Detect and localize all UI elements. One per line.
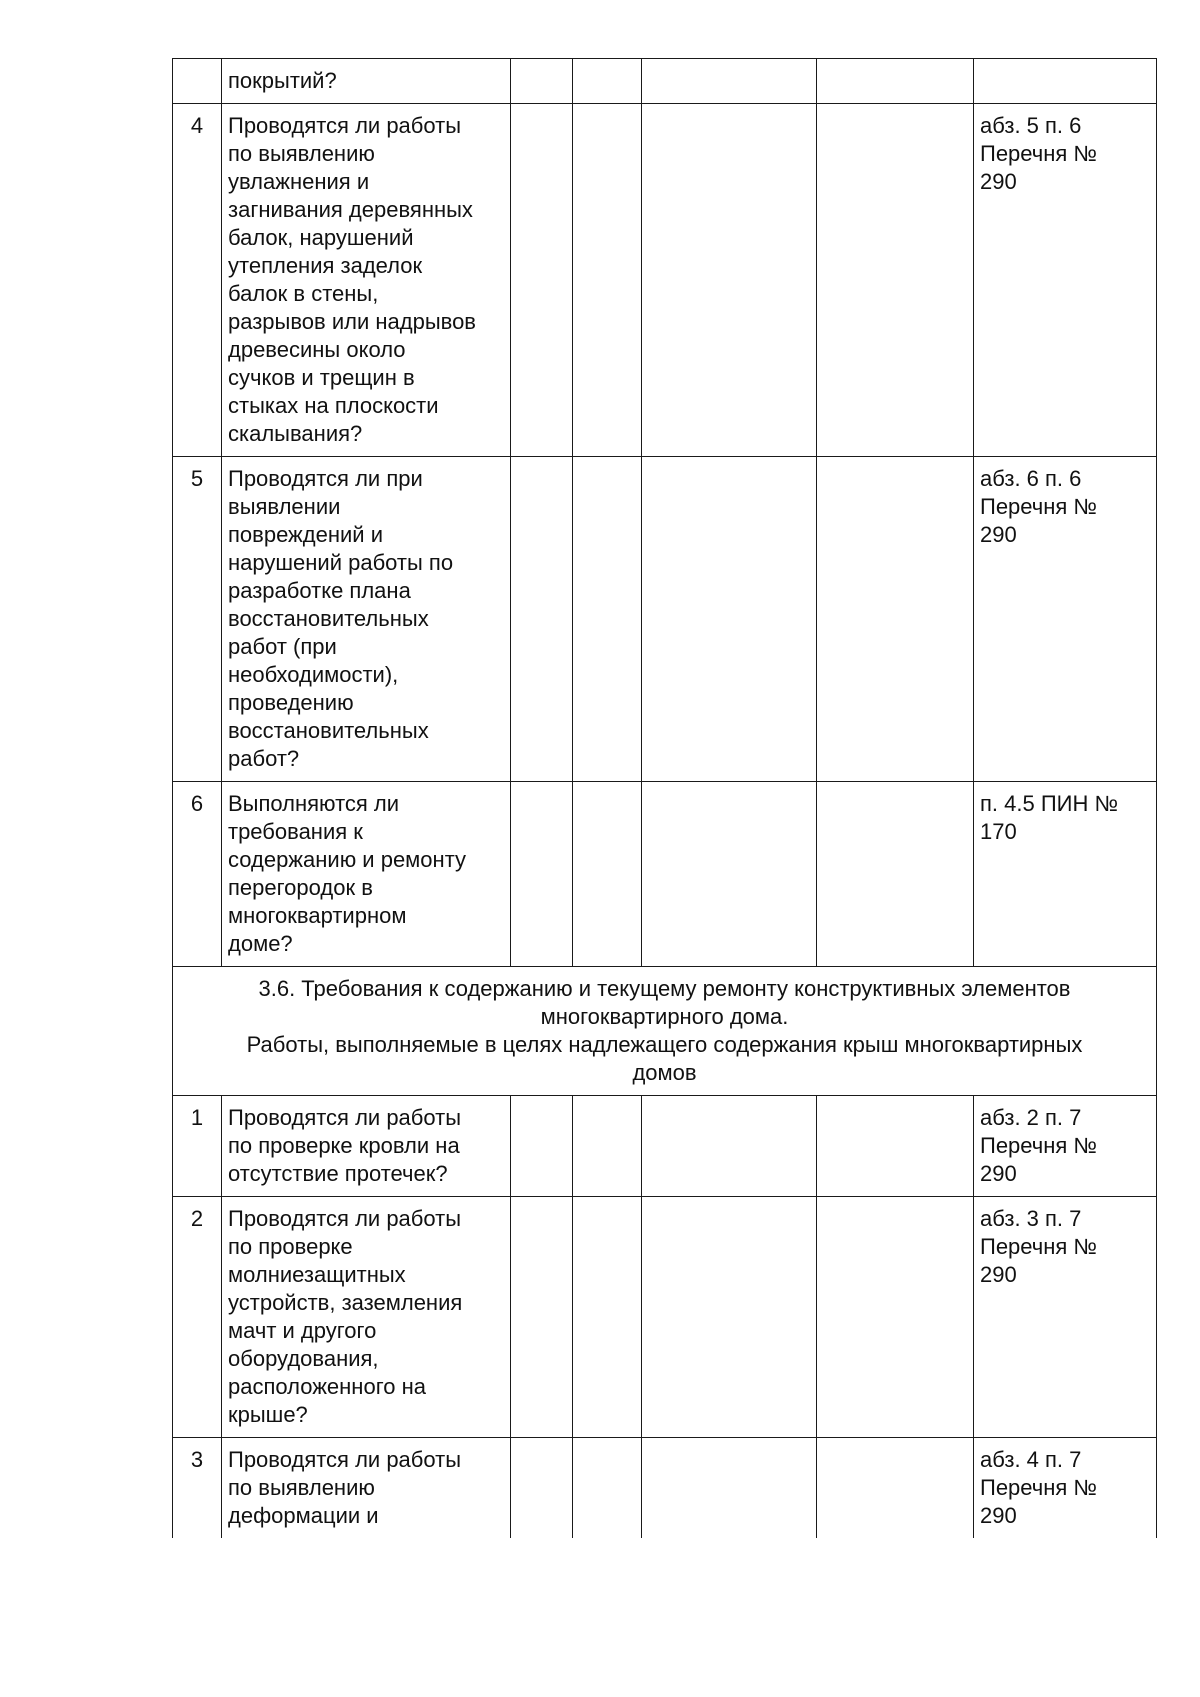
row-number: 5 (173, 457, 222, 782)
answer-yes-cell (511, 782, 573, 967)
question-line: разрывов или надрывов (228, 309, 476, 334)
question-line: необходимости), (228, 662, 399, 687)
table-row (173, 782, 1157, 967)
question-cell (222, 104, 511, 457)
question-cell (222, 1096, 511, 1197)
reference-cell (974, 457, 1157, 782)
reference-cell (974, 1197, 1157, 1438)
section-header (173, 967, 1157, 1096)
not-applicable-cell (642, 1197, 817, 1438)
note-cell (817, 1438, 974, 1539)
question-line: выявлении (228, 494, 341, 519)
reference-line: Перечня № (980, 494, 1098, 519)
answer-yes-cell (511, 1438, 573, 1539)
question-line: деформации и (228, 1503, 379, 1528)
answer-yes-cell (511, 1096, 573, 1197)
question-line: балок, нарушений (228, 225, 414, 250)
row-number: 3 (173, 1438, 222, 1539)
reference-line: абз. 6 п. 6 (980, 466, 1082, 491)
reference-cell (974, 782, 1157, 967)
question-line: утепления заделок (228, 253, 423, 278)
question-line: восстановительных (228, 718, 429, 743)
question-line: молниезащитных (228, 1262, 406, 1287)
reference-line: Перечня № (980, 141, 1098, 166)
question-line: сучков и трещин в (228, 365, 415, 390)
question-line: по проверке (228, 1234, 353, 1259)
section-subtitle-line: домов (632, 1060, 697, 1085)
note-cell (817, 782, 974, 967)
table-row (173, 1197, 1157, 1438)
question-line: мачт и другого (228, 1318, 377, 1343)
question-line: по выявлению (228, 1475, 375, 1500)
question-line: расположенного на (228, 1374, 426, 1399)
reference-line: абз. 5 п. 6 (980, 113, 1082, 138)
answer-no-cell (573, 59, 642, 104)
not-applicable-cell (642, 782, 817, 967)
question-line: Проводятся ли работы (228, 1105, 462, 1130)
not-applicable-cell (642, 1096, 817, 1197)
row-number: 4 (173, 104, 222, 457)
table-row (173, 104, 1157, 457)
question-line: скалывания? (228, 421, 363, 446)
table-row (173, 1438, 1157, 1539)
row-number: 2 (173, 1197, 222, 1438)
question-line: Проводятся ли работы (228, 1447, 462, 1472)
reference-cell (974, 59, 1157, 104)
section-title-line: 3.6. Требования к содержанию и текущему ремонту конструктивных элементов (258, 976, 1071, 1001)
question-line: нарушений работы по (228, 550, 454, 575)
reference-line: Перечня № (980, 1234, 1098, 1259)
reference-line: 170 (980, 819, 1017, 844)
question-line: по выявлению (228, 141, 375, 166)
reference-line: абз. 4 п. 7 (980, 1447, 1082, 1472)
table-row (173, 457, 1157, 782)
answer-no-cell (573, 782, 642, 967)
question-line: увлажнения и (228, 169, 370, 194)
note-cell (817, 1197, 974, 1438)
answer-yes-cell (511, 1197, 573, 1438)
question-line: древесины около (228, 337, 406, 362)
question-cell (222, 457, 511, 782)
note-cell (817, 104, 974, 457)
question-line: Проводятся ли работы (228, 1206, 462, 1231)
answer-no-cell (573, 457, 642, 782)
answer-yes-cell (511, 59, 573, 104)
question-cell (222, 1197, 511, 1438)
answer-no-cell (573, 1096, 642, 1197)
reference-cell (974, 1438, 1157, 1539)
question-line: Выполняются ли (228, 791, 400, 816)
row-number (173, 59, 222, 104)
reference-line: абз. 3 п. 7 (980, 1206, 1082, 1231)
question-cell (222, 1438, 511, 1539)
question-line: содержанию и ремонту (228, 847, 467, 872)
question-line: загнивания деревянных (228, 197, 473, 222)
question-line: отсутствие протечек? (228, 1161, 448, 1186)
question-line: по проверке кровли на (228, 1133, 460, 1158)
not-applicable-cell (642, 1438, 817, 1539)
reference-line: абз. 2 п. 7 (980, 1105, 1082, 1130)
reference-line: 290 (980, 1503, 1017, 1528)
table-row (173, 59, 1157, 104)
question-cell (222, 782, 511, 967)
question-line: Проводятся ли работы (228, 113, 462, 138)
section-subtitle-line: Работы, выполняемые в целях надлежащего содержания крыш многоквартирных (246, 1032, 1083, 1057)
note-cell (817, 59, 974, 104)
question-line: повреждений и (228, 522, 383, 547)
reference-line: Перечня № (980, 1133, 1098, 1158)
answer-yes-cell (511, 457, 573, 782)
reference-line: 290 (980, 522, 1017, 547)
not-applicable-cell (642, 457, 817, 782)
question-line: проведению (228, 690, 354, 715)
note-cell (817, 457, 974, 782)
question-line: работ (при (228, 634, 337, 659)
question-line: оборудования, (228, 1346, 379, 1371)
reference-cell (974, 104, 1157, 457)
checklist-table (172, 58, 1157, 1538)
question-line: крыше? (228, 1402, 308, 1427)
question-line: восстановительных (228, 606, 429, 631)
question-line: многоквартирном (228, 903, 407, 928)
reference-line: Перечня № (980, 1475, 1098, 1500)
answer-no-cell (573, 1197, 642, 1438)
section-header-row (173, 967, 1157, 1096)
reference-line: 290 (980, 1262, 1017, 1287)
not-applicable-cell (642, 59, 817, 104)
row-number: 6 (173, 782, 222, 967)
note-cell (817, 1096, 974, 1197)
question-line: требования к (228, 819, 363, 844)
reference-line: 290 (980, 1161, 1017, 1186)
question-line: стыках на плоскости (228, 393, 439, 418)
question-cell (222, 59, 511, 104)
answer-no-cell (573, 1438, 642, 1539)
reference-line: п. 4.5 ПИН № (980, 791, 1119, 816)
question-line: устройств, заземления (228, 1290, 463, 1315)
question-line: доме? (228, 931, 293, 956)
table-row (173, 1096, 1157, 1197)
question-line: работ? (228, 746, 300, 771)
not-applicable-cell (642, 104, 817, 457)
row-number: 1 (173, 1096, 222, 1197)
reference-line: 290 (980, 169, 1017, 194)
section-title-line: многоквартирного дома. (540, 1004, 789, 1029)
question-line: балок в стены, (228, 281, 379, 306)
question-line: покрытий? (228, 68, 337, 93)
answer-no-cell (573, 104, 642, 457)
question-line: разработке плана (228, 578, 411, 603)
answer-yes-cell (511, 104, 573, 457)
question-line: перегородок в (228, 875, 373, 900)
question-line: Проводятся ли при (228, 466, 423, 491)
reference-cell (974, 1096, 1157, 1197)
